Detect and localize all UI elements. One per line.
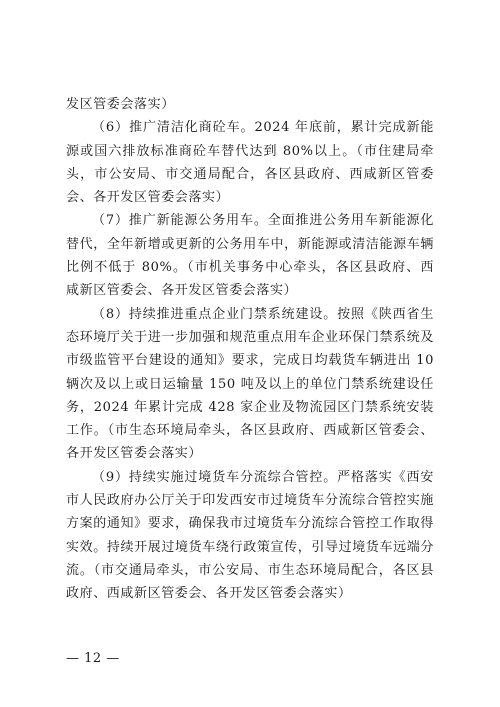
paragraph-continuation: 发区管委会落实） bbox=[66, 97, 175, 112]
page-number: — 12 — bbox=[66, 651, 120, 666]
paragraph-item-6: （6）推广清洁化商砼车。2024 年底前，累计完成新能源或国六排放标准商砼车替代达到 80%以上。（市住建局牵头，市公安局、市交通局配合，各区县政府、西咸新区管委会、各开发区管委会落实） bbox=[66, 120, 434, 206]
paragraph-item-8: （8）持续推进重点企业门禁系统建设。按照《陕西省生态环境厅关于进一步加强和规范重点用车企业环保门禁系统及市级监管平台建设的通知》要求，完成日均载货车辆进出 10 辆次及以上或日运输量 150 吨及以上的单位门禁系统建设任务，2024 年累计完成 428 家企业及物流园区门禁系统安装工作。（市生态环境局牵头，各区县政府、西咸新区管委会、各开发区管委会落实） bbox=[66, 306, 434, 462]
paragraph-item-9: （9）持续实施过境货车分流综合管控。严格落实《西安市人民政府办公厅关于印发西安市过境货车分流综合管控实施方案的通知》要求，确保我市过境货车分流综合管控工作取得实效。持续开展过境货车绕行政策宣传，引导过境货车远端分流。（市交通局牵头，市公安局、市生态环境局配合，各区县政府、西咸新区管委会、各开发区管委会落实） bbox=[66, 469, 434, 602]
document-body bbox=[66, 93, 434, 606]
paragraph-item-7: （7）推广新能源公务用车。全面推进公务用车新能源化替代，全年新增或更新的公务用车中，新能源或清洁能源车辆比例不低于 80%。（市机关事务中心牵头，各区县政府、西咸新区管委会、各开发区管委会落实） bbox=[66, 213, 434, 299]
